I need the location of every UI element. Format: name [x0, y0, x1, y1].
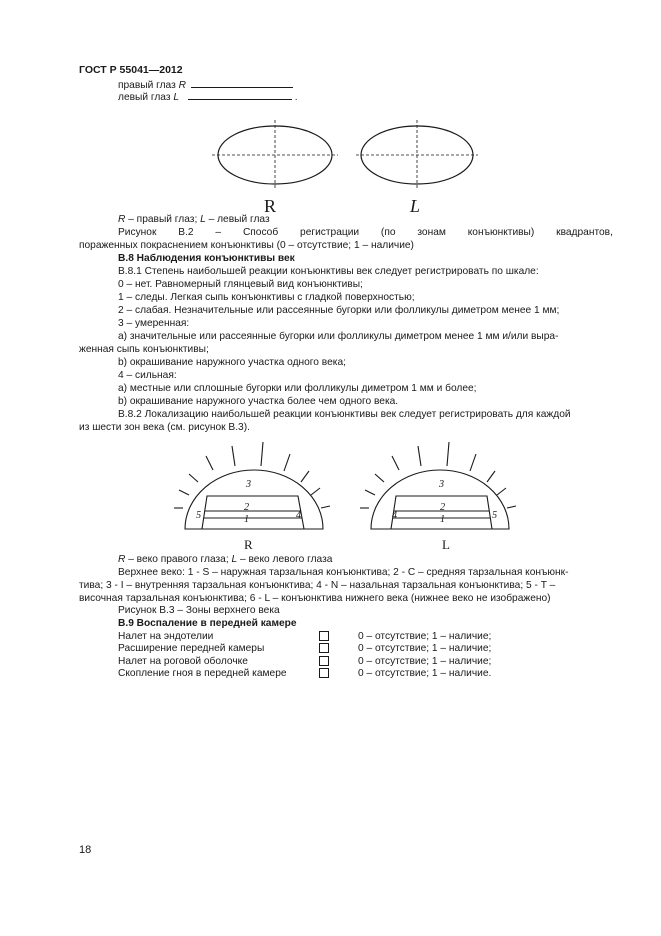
figure-b2-letter-r: R [264, 196, 277, 216]
eyelash-mark [321, 506, 330, 508]
section-b8-paragraph-2-line1: В.8.2 Локализацию наибольшей реакции конъюнктивы век следует регистрировать для каждой [118, 409, 571, 420]
right-zone-label-4: 4 [296, 510, 302, 521]
right-eye-blank [191, 77, 293, 88]
eyelash-mark [507, 506, 516, 508]
legend-l-letter: L [231, 554, 238, 565]
figure-b3-description-line1: Верхнее веко: 1 - S – наружная тарзальная конъюнктива; 2 - C – средняя тарзальная конъюнк- [118, 567, 569, 578]
b9-row-scale: 0 – отсутствие; 1 – наличие; [358, 643, 492, 654]
left-eye-letter: L [173, 92, 180, 103]
caption-word: квадрантов, [556, 227, 613, 238]
eyelash-mark [284, 454, 290, 471]
left-zone-label-3: 3 [439, 479, 445, 490]
eyelash-mark [392, 456, 399, 470]
right-eyelid-tarsal-boundary [202, 496, 304, 529]
caption-word: регистрации [300, 227, 360, 238]
right-zone-label-2: 2 [244, 502, 250, 513]
eyelash-mark [179, 490, 189, 495]
left-eye-label: левый глаз [118, 92, 171, 103]
caption-word: – [215, 227, 222, 238]
figure-b2-caption-line1 [118, 227, 613, 239]
legend-r-letter: R [118, 214, 126, 225]
left-zone-label-2: 2 [440, 502, 446, 513]
left-eye-end-dot: . [294, 92, 298, 103]
scale-item-3a-line1: а) значительные или рассеянные бугорки или фолликулы диметром менее 1 мм и/или выра- [118, 331, 559, 342]
left-eyelid-letter: L [442, 537, 450, 552]
left-zone-label-5: 5 [492, 510, 498, 521]
scale-item-4b: b) окрашивание наружного участка более чем одного века. [118, 396, 399, 407]
figure-b2-letter-l: L [410, 196, 421, 216]
eyelash-mark [261, 442, 263, 466]
scale-item-3: 3 – умеренная: [118, 318, 190, 329]
scale-item-1: 1 – следы. Легкая сыпь конъюнктивы с гладкой поверхностью; [118, 292, 415, 303]
b9-row-checkbox[interactable] [319, 643, 329, 657]
b9-row-scale: 0 – отсутствие; 1 – наличие; [358, 631, 492, 642]
figure-b3-legend [118, 554, 332, 566]
legend-r-text: – правый глаз; [125, 214, 201, 225]
scale-item-4: 4 – сильная: [118, 370, 177, 381]
section-b8-paragraph-1: В.8.1 Степень наибольшей реакции конъюнктивы век следует регистрировать по шкале: [118, 266, 539, 277]
left-zone-label-1: 1 [440, 514, 446, 525]
right-eye-letter: R [178, 80, 186, 91]
caption-word: Рисунок [118, 227, 157, 238]
eyelash-mark [497, 488, 506, 495]
eyelash-mark [301, 471, 309, 482]
eyelash-mark [487, 471, 495, 482]
page-number: 18 [79, 844, 92, 856]
right-zone-label-3: 3 [246, 479, 252, 490]
legend-l-letter: L [200, 214, 206, 225]
b9-row-label: Расширение передней камеры [118, 643, 265, 654]
eyelash-mark [470, 454, 476, 471]
eyelash-mark [232, 446, 235, 466]
caption-word: В.2 [178, 227, 194, 238]
section-b9-heading: В.9 Воспаление в передней камере [118, 618, 297, 629]
eyelash-mark [375, 474, 384, 482]
eyelash-mark [311, 488, 320, 495]
scale-item-0: 0 – нет. Равномерный глянцевый вид конъюнктивы; [118, 279, 363, 290]
eyelash-mark [365, 490, 375, 495]
scale-item-3a-line2: женная сыпь конъюнктивы; [79, 344, 209, 355]
section-b8-paragraph-2-line2: из шести зон века (см. рисунок В.3). [79, 422, 250, 433]
legend-r-letter: R [118, 554, 126, 565]
right-eyelid-letter: R [244, 537, 253, 552]
b9-row-scale: 0 – отсутствие; 1 – наличие; [358, 656, 492, 667]
scale-item-2: 2 – слабая. Незначительные или рассеянные бугорки или фолликулы диметром менее 1 мм; [118, 305, 560, 316]
b9-row-label: Скопление гноя в передней камере [118, 668, 287, 679]
left-zone-label-4: 4 [392, 510, 398, 521]
caption-word: (по [380, 227, 396, 238]
figure-b2-caption-line2: пораженных покраснением конъюнктивы (0 – отсутствие; 1 – наличие) [79, 240, 414, 251]
b9-row-checkbox[interactable] [319, 668, 329, 682]
document-standard-header: ГОСТ Р 55041—2012 [79, 64, 183, 76]
b9-row-label: Налет на эндотелии [118, 631, 214, 642]
eyelash-mark [206, 456, 213, 470]
figure-b2-legend [118, 214, 270, 226]
left-eye-field [118, 89, 298, 104]
figure-b3-description-line2: тива; 3 - I – внутренняя тарзальная конъюнктива; 4 - N – назальная тарзальная конъюнктива; 5 - T – [79, 580, 556, 591]
section-b8-heading: В.8 Наблюдения конъюнктивы век [118, 253, 295, 264]
caption-word: конъюнктивы) [467, 227, 535, 238]
caption-word: Способ [242, 227, 279, 238]
b9-row-scale: 0 – отсутствие; 1 – наличие. [358, 668, 492, 679]
scale-item-3b: b) окрашивание наружного участка одного века; [118, 357, 346, 368]
figure-b3-caption: Рисунок В.3 – Зоны верхнего века [118, 605, 280, 616]
legend-l-text: – веко левого глаза [237, 554, 333, 565]
eyelash-mark [447, 442, 449, 466]
legend-r-text: – веко правого глаза; [125, 554, 232, 565]
caption-word: зонам [417, 227, 446, 238]
b9-row-label: Налет на роговой оболочке [118, 656, 248, 667]
left-eye-blank [188, 89, 292, 100]
scale-item-4a: а) местные или сплошные бугорки или фолликулы диметром 1 мм и более; [118, 383, 477, 394]
right-zone-label-1: 1 [244, 514, 250, 525]
eyelash-mark [189, 474, 198, 482]
eyelash-mark [418, 446, 421, 466]
right-zone-label-5: 5 [196, 510, 202, 521]
legend-l-text: – левый глаз [205, 214, 270, 225]
figure-b3-diagram [170, 440, 530, 540]
right-eye-label: правый глаз [118, 80, 176, 91]
figure-b3-description-line3: височная тарзальная конъюнктива; 6 - L – конъюнктива нижнего века (нижнее веко не изображено) [79, 593, 551, 604]
